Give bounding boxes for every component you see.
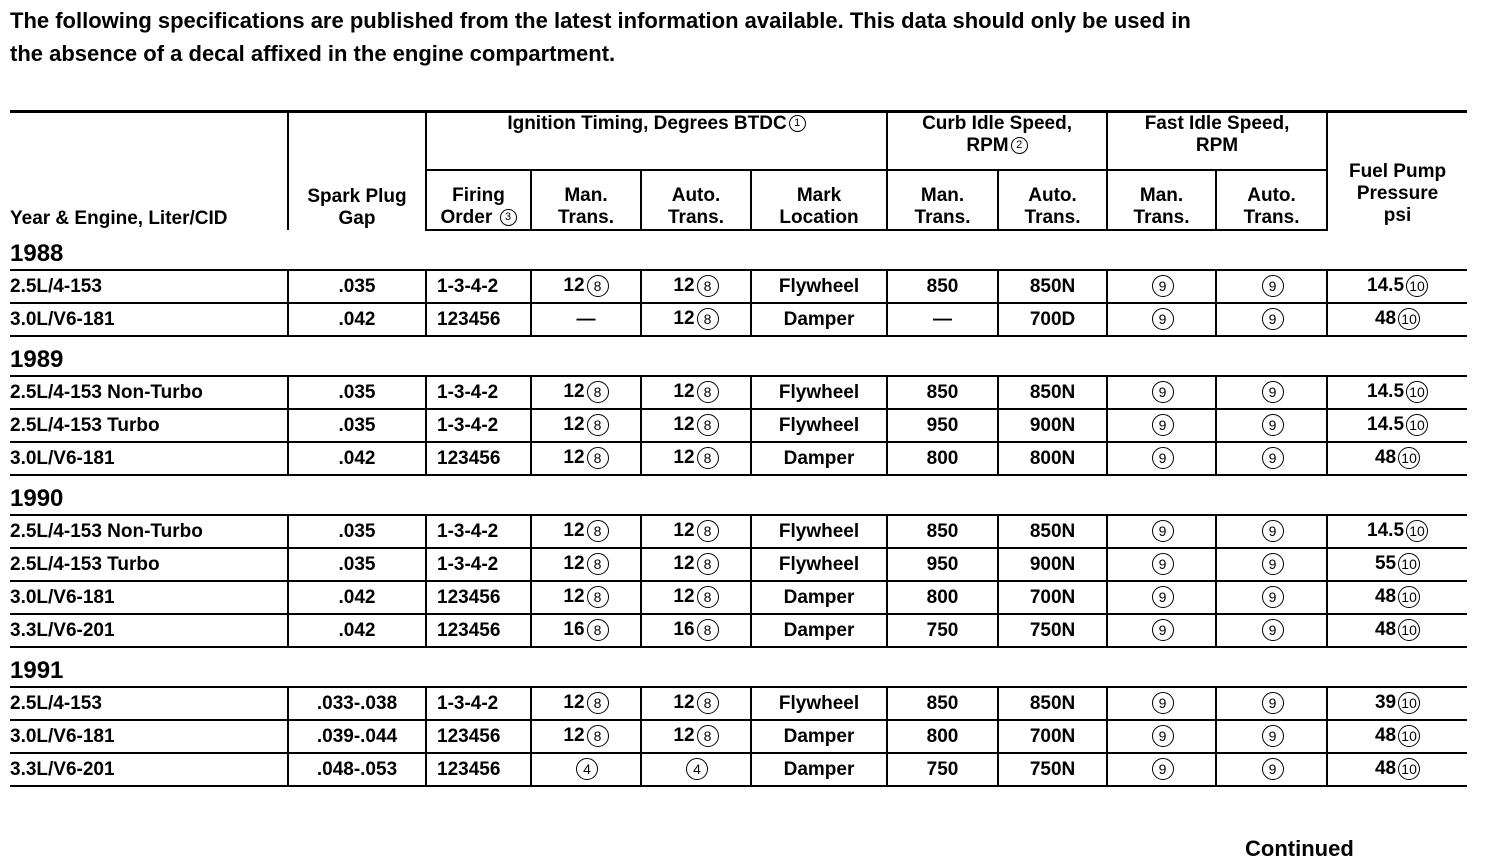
footnote-marker: 8 bbox=[697, 308, 719, 330]
intro-line-2: the absence of a decal affixed in the engine compartment. bbox=[10, 41, 616, 66]
table-row bbox=[10, 303, 1467, 336]
ignition-man-cell: 12 8 bbox=[531, 687, 641, 720]
footnote-marker: 9 bbox=[1152, 308, 1174, 330]
fuel-pump-cell: 55 10 bbox=[1327, 548, 1467, 581]
curb-idle-auto-cell: 800N bbox=[998, 442, 1107, 475]
footnote-marker: 10 bbox=[1406, 520, 1428, 542]
table-row bbox=[10, 376, 1467, 409]
mark-location-cell: Flywheel bbox=[751, 409, 887, 442]
curb-idle-man-cell: 800 bbox=[887, 581, 998, 614]
footnote-marker: 9 bbox=[1262, 308, 1284, 330]
header-mark-location: Mark Location bbox=[751, 170, 887, 230]
footnote-marker: 4 bbox=[686, 758, 708, 780]
ignition-auto-cell: 12 8 bbox=[641, 303, 751, 336]
spark-plug-gap-cell: .042 bbox=[288, 614, 426, 647]
table-row bbox=[10, 753, 1467, 786]
header-year-engine: Year & Engine, Liter/CID bbox=[10, 208, 228, 229]
footnote-marker: 9 bbox=[1152, 725, 1174, 747]
ignition-auto-cell bbox=[641, 753, 751, 786]
header-curb-auto-trans: Auto. Trans. bbox=[998, 170, 1107, 230]
curb-idle-auto-cell: 850N bbox=[998, 376, 1107, 409]
engine-cell: 3.0L/V6-181 bbox=[10, 720, 288, 753]
fast-idle-man-cell bbox=[1107, 303, 1216, 336]
footnote-marker: 10 bbox=[1398, 308, 1420, 330]
curb-idle-man-cell: 750 bbox=[887, 753, 998, 786]
fast-idle-man-cell bbox=[1107, 270, 1216, 303]
mark-location-cell: Flywheel bbox=[751, 687, 887, 720]
footnote-marker: 9 bbox=[1262, 414, 1284, 436]
fast-idle-auto-cell bbox=[1216, 753, 1327, 786]
curb-idle-auto-cell: 750N bbox=[998, 753, 1107, 786]
fast-idle-auto-cell bbox=[1216, 442, 1327, 475]
footnote-marker: 8 bbox=[587, 553, 609, 575]
firing-order-cell: 1-3-4-2 bbox=[426, 687, 531, 720]
firing-order-cell: 1-3-4-2 bbox=[426, 515, 531, 548]
footnote-marker: 8 bbox=[587, 520, 609, 542]
year-label: 1991 bbox=[10, 647, 1467, 687]
fuel-pump-cell: 48 10 bbox=[1327, 614, 1467, 647]
footnote-marker: 9 bbox=[1262, 758, 1284, 780]
curb-idle-auto-cell: 850N bbox=[998, 270, 1107, 303]
header-fast-man-trans: Man. Trans. bbox=[1107, 170, 1216, 230]
engine-cell: 2.5L/4-153 Turbo bbox=[10, 409, 288, 442]
footnote-marker: 8 bbox=[697, 275, 719, 297]
footnote-marker: 9 bbox=[1262, 447, 1284, 469]
firing-order-cell: 123456 bbox=[426, 581, 531, 614]
engine-cell: 2.5L/4-153 bbox=[10, 270, 288, 303]
curb-idle-man-cell: 800 bbox=[887, 720, 998, 753]
header-fast-auto-trans: Auto. Trans. bbox=[1216, 170, 1327, 230]
fuel-pump-cell: 14.5 10 bbox=[1327, 515, 1467, 548]
fast-idle-man-cell bbox=[1107, 442, 1216, 475]
header-firing-order: Firing Order 3 bbox=[426, 170, 531, 230]
curb-idle-man-cell: 850 bbox=[887, 270, 998, 303]
footnote-marker: 10 bbox=[1398, 447, 1420, 469]
firing-order-cell: 1-3-4-2 bbox=[426, 376, 531, 409]
ignition-auto-cell: 16 8 bbox=[641, 614, 751, 647]
mark-location-cell: Damper bbox=[751, 720, 887, 753]
ignition-man-cell: 12 8 bbox=[531, 581, 641, 614]
ignition-man-cell: 12 8 bbox=[531, 720, 641, 753]
curb-idle-auto-cell: 700N bbox=[998, 720, 1107, 753]
engine-cell: 3.3L/V6-201 bbox=[10, 753, 288, 786]
header-ign-auto-trans: Auto. Trans. bbox=[641, 170, 751, 230]
footnote-marker: 10 bbox=[1398, 725, 1420, 747]
year-label: 1990 bbox=[10, 475, 1467, 515]
footnote-marker: 9 bbox=[1262, 619, 1284, 641]
spark-plug-gap-cell: .035 bbox=[288, 515, 426, 548]
fuel-pump-cell: 14.5 10 bbox=[1327, 409, 1467, 442]
header-fast-idle: Fast Idle Speed, RPM bbox=[1107, 112, 1327, 171]
engine-cell: 3.0L/V6-181 bbox=[10, 581, 288, 614]
curb-idle-auto-cell: 850N bbox=[998, 687, 1107, 720]
footnote-marker: 8 bbox=[697, 586, 719, 608]
table-row bbox=[10, 548, 1467, 581]
footnote-marker: 9 bbox=[1152, 520, 1174, 542]
fast-idle-auto-cell bbox=[1216, 687, 1327, 720]
header-spark-plug-gap: Spark Plug Gap bbox=[288, 112, 426, 231]
ignition-man-cell: 16 8 bbox=[531, 614, 641, 647]
footnote-marker: 8 bbox=[697, 447, 719, 469]
mark-location-cell: Damper bbox=[751, 614, 887, 647]
footnote-marker: 8 bbox=[587, 381, 609, 403]
curb-idle-auto-cell: 850N bbox=[998, 515, 1107, 548]
footnote-marker: 9 bbox=[1152, 758, 1174, 780]
footnote-marker: 8 bbox=[697, 692, 719, 714]
firing-order-cell: 123456 bbox=[426, 442, 531, 475]
fuel-pump-cell: 48 10 bbox=[1327, 442, 1467, 475]
engine-cell: 2.5L/4-153 Non-Turbo bbox=[10, 515, 288, 548]
footnote-marker: 9 bbox=[1152, 553, 1174, 575]
mark-location-cell: Damper bbox=[751, 303, 887, 336]
footnote-marker: 8 bbox=[587, 586, 609, 608]
ignition-auto-cell: 12 8 bbox=[641, 548, 751, 581]
curb-idle-man-cell: 950 bbox=[887, 548, 998, 581]
curb-idle-auto-cell: 750N bbox=[998, 614, 1107, 647]
mark-location-cell: Damper bbox=[751, 753, 887, 786]
table-row bbox=[10, 409, 1467, 442]
footnote-marker: 9 bbox=[1262, 725, 1284, 747]
spark-plug-gap-cell: .035 bbox=[288, 409, 426, 442]
header-curb-man-trans: Man. Trans. bbox=[887, 170, 998, 230]
firing-order-cell: 1-3-4-2 bbox=[426, 409, 531, 442]
table-row bbox=[10, 442, 1467, 475]
footnote-marker: 10 bbox=[1406, 381, 1428, 403]
continued-label: Continued bbox=[1245, 836, 1354, 861]
fast-idle-man-cell bbox=[1107, 614, 1216, 647]
firing-order-cell: 123456 bbox=[426, 720, 531, 753]
ignition-auto-cell: 12 8 bbox=[641, 581, 751, 614]
intro-paragraph bbox=[10, 4, 1480, 70]
fast-idle-auto-cell bbox=[1216, 515, 1327, 548]
year-row bbox=[10, 475, 1467, 515]
fuel-pump-cell: 48 10 bbox=[1327, 303, 1467, 336]
firing-order-cell: 123456 bbox=[426, 753, 531, 786]
fast-idle-auto-cell bbox=[1216, 614, 1327, 647]
curb-idle-man-cell: 800 bbox=[887, 442, 998, 475]
fuel-pump-cell: 48 10 bbox=[1327, 753, 1467, 786]
ignition-man-cell: 12 8 bbox=[531, 442, 641, 475]
footnote-marker: 9 bbox=[1152, 275, 1174, 297]
mark-location-cell: Flywheel bbox=[751, 548, 887, 581]
footnote-marker: 8 bbox=[587, 414, 609, 436]
ignition-auto-cell: 12 8 bbox=[641, 515, 751, 548]
ignition-man-cell: 12 8 bbox=[531, 376, 641, 409]
ignition-auto-cell: 12 8 bbox=[641, 720, 751, 753]
fast-idle-man-cell bbox=[1107, 720, 1216, 753]
fast-idle-auto-cell bbox=[1216, 270, 1327, 303]
footnote-marker: 10 bbox=[1398, 553, 1420, 575]
footnote-marker: 10 bbox=[1406, 275, 1428, 297]
fast-idle-auto-cell bbox=[1216, 581, 1327, 614]
spark-plug-gap-cell: .035 bbox=[288, 270, 426, 303]
footnote-marker: 8 bbox=[697, 414, 719, 436]
header-fuel-pump: Fuel Pump Pressure psi bbox=[1327, 112, 1467, 231]
footnote-marker: 9 bbox=[1152, 586, 1174, 608]
table-row bbox=[10, 581, 1467, 614]
fast-idle-man-cell bbox=[1107, 687, 1216, 720]
table-row bbox=[10, 270, 1467, 303]
fast-idle-auto-cell bbox=[1216, 409, 1327, 442]
ignition-auto-cell: 12 8 bbox=[641, 442, 751, 475]
footnote-marker: 8 bbox=[587, 619, 609, 641]
footnote-marker: 10 bbox=[1398, 758, 1420, 780]
spark-plug-gap-cell: .042 bbox=[288, 442, 426, 475]
spark-plug-gap-cell: .048-.053 bbox=[288, 753, 426, 786]
curb-idle-man-cell: 950 bbox=[887, 409, 998, 442]
specifications-table bbox=[10, 110, 1467, 787]
footnote-marker: 9 bbox=[1152, 447, 1174, 469]
fuel-pump-cell: 48 10 bbox=[1327, 581, 1467, 614]
footnote-marker: 9 bbox=[1152, 619, 1174, 641]
engine-cell: 3.0L/V6-181 bbox=[10, 303, 288, 336]
footnote-marker: 9 bbox=[1262, 586, 1284, 608]
curb-idle-man-cell: — bbox=[887, 303, 998, 336]
fast-idle-auto-cell bbox=[1216, 303, 1327, 336]
footnote-marker: 9 bbox=[1152, 692, 1174, 714]
header-ignition-timing: Ignition Timing, Degrees BTDC 1 bbox=[426, 112, 887, 171]
year-row bbox=[10, 230, 1467, 270]
fast-idle-man-cell bbox=[1107, 581, 1216, 614]
footnote-marker: 8 bbox=[587, 447, 609, 469]
table-row bbox=[10, 515, 1467, 548]
ignition-auto-cell: 12 8 bbox=[641, 687, 751, 720]
footnote-marker: 9 bbox=[1262, 520, 1284, 542]
curb-idle-man-cell: 850 bbox=[887, 687, 998, 720]
fast-idle-auto-cell bbox=[1216, 548, 1327, 581]
fast-idle-man-cell bbox=[1107, 548, 1216, 581]
ignition-man-cell: 12 8 bbox=[531, 515, 641, 548]
year-label: 1988 bbox=[10, 230, 1467, 270]
ignition-auto-cell: 12 8 bbox=[641, 270, 751, 303]
mark-location-cell: Damper bbox=[751, 442, 887, 475]
footnote-marker: 8 bbox=[697, 381, 719, 403]
ignition-man-cell: 12 8 bbox=[531, 548, 641, 581]
table-row bbox=[10, 720, 1467, 753]
spark-plug-gap-cell: .039-.044 bbox=[288, 720, 426, 753]
engine-cell: 2.5L/4-153 Turbo bbox=[10, 548, 288, 581]
footnote-marker: 10 bbox=[1398, 692, 1420, 714]
spark-plug-gap-cell: .035 bbox=[288, 376, 426, 409]
curb-idle-man-cell: 750 bbox=[887, 614, 998, 647]
ignition-auto-cell: 12 8 bbox=[641, 409, 751, 442]
curb-idle-auto-cell: 900N bbox=[998, 548, 1107, 581]
firing-order-cell: 123456 bbox=[426, 303, 531, 336]
ignition-man-cell: 12 8 bbox=[531, 270, 641, 303]
header-curb-idle: Curb Idle Speed, RPM 2 bbox=[887, 112, 1107, 171]
footnote-marker: 8 bbox=[587, 275, 609, 297]
footnote-marker: 8 bbox=[697, 619, 719, 641]
footnote-marker: 8 bbox=[587, 692, 609, 714]
fuel-pump-cell: 14.5 10 bbox=[1327, 376, 1467, 409]
fast-idle-auto-cell bbox=[1216, 720, 1327, 753]
footnote-marker: 9 bbox=[1262, 553, 1284, 575]
footnote-marker: 9 bbox=[1152, 414, 1174, 436]
footnote-marker: 9 bbox=[1152, 381, 1174, 403]
fuel-pump-cell: 48 10 bbox=[1327, 720, 1467, 753]
footnote-marker: 10 bbox=[1398, 619, 1420, 641]
spark-plug-gap-cell: .035 bbox=[288, 548, 426, 581]
footnote-marker: 9 bbox=[1262, 275, 1284, 297]
table-row bbox=[10, 614, 1467, 647]
mark-location-cell: Flywheel bbox=[751, 376, 887, 409]
engine-cell: 2.5L/4-153 Non-Turbo bbox=[10, 376, 288, 409]
ignition-man-cell: — bbox=[531, 303, 641, 336]
fast-idle-man-cell bbox=[1107, 409, 1216, 442]
header-ign-man-trans: Man. Trans. bbox=[531, 170, 641, 230]
footnote-marker: 8 bbox=[697, 725, 719, 747]
intro-line-1: The following specifications are published from the latest information available. This data should only be used in bbox=[10, 8, 1191, 33]
year-row bbox=[10, 336, 1467, 376]
spark-plug-gap-cell: .033-.038 bbox=[288, 687, 426, 720]
footnote-marker: 8 bbox=[697, 553, 719, 575]
firing-order-cell: 123456 bbox=[426, 614, 531, 647]
fuel-pump-cell: 39 10 bbox=[1327, 687, 1467, 720]
spark-plug-gap-cell: .042 bbox=[288, 581, 426, 614]
curb-idle-man-cell: 850 bbox=[887, 376, 998, 409]
curb-idle-man-cell: 850 bbox=[887, 515, 998, 548]
footnote-marker: 10 bbox=[1406, 414, 1428, 436]
year-row bbox=[10, 647, 1467, 687]
engine-cell: 3.0L/V6-181 bbox=[10, 442, 288, 475]
ignition-man-cell: 12 8 bbox=[531, 409, 641, 442]
mark-location-cell: Damper bbox=[751, 581, 887, 614]
year-label: 1989 bbox=[10, 336, 1467, 376]
table-row bbox=[10, 687, 1467, 720]
ignition-auto-cell: 12 8 bbox=[641, 376, 751, 409]
footnote-marker: 9 bbox=[1262, 381, 1284, 403]
footnote-marker: 10 bbox=[1398, 586, 1420, 608]
fast-idle-man-cell bbox=[1107, 753, 1216, 786]
footnote-marker: 8 bbox=[697, 520, 719, 542]
curb-idle-auto-cell: 700D bbox=[998, 303, 1107, 336]
spark-plug-gap-cell: .042 bbox=[288, 303, 426, 336]
footnote-marker: 9 bbox=[1262, 692, 1284, 714]
engine-cell: 2.5L/4-153 bbox=[10, 687, 288, 720]
ignition-man-cell bbox=[531, 753, 641, 786]
firing-order-cell: 1-3-4-2 bbox=[426, 548, 531, 581]
mark-location-cell: Flywheel bbox=[751, 515, 887, 548]
curb-idle-auto-cell: 700N bbox=[998, 581, 1107, 614]
fuel-pump-cell: 14.5 10 bbox=[1327, 270, 1467, 303]
engine-cell: 3.3L/V6-201 bbox=[10, 614, 288, 647]
footnote-marker: 4 bbox=[576, 758, 598, 780]
curb-idle-auto-cell: 900N bbox=[998, 409, 1107, 442]
firing-order-cell: 1-3-4-2 bbox=[426, 270, 531, 303]
fast-idle-man-cell bbox=[1107, 515, 1216, 548]
footnote-marker: 8 bbox=[587, 725, 609, 747]
fast-idle-auto-cell bbox=[1216, 376, 1327, 409]
fast-idle-man-cell bbox=[1107, 376, 1216, 409]
mark-location-cell: Flywheel bbox=[751, 270, 887, 303]
